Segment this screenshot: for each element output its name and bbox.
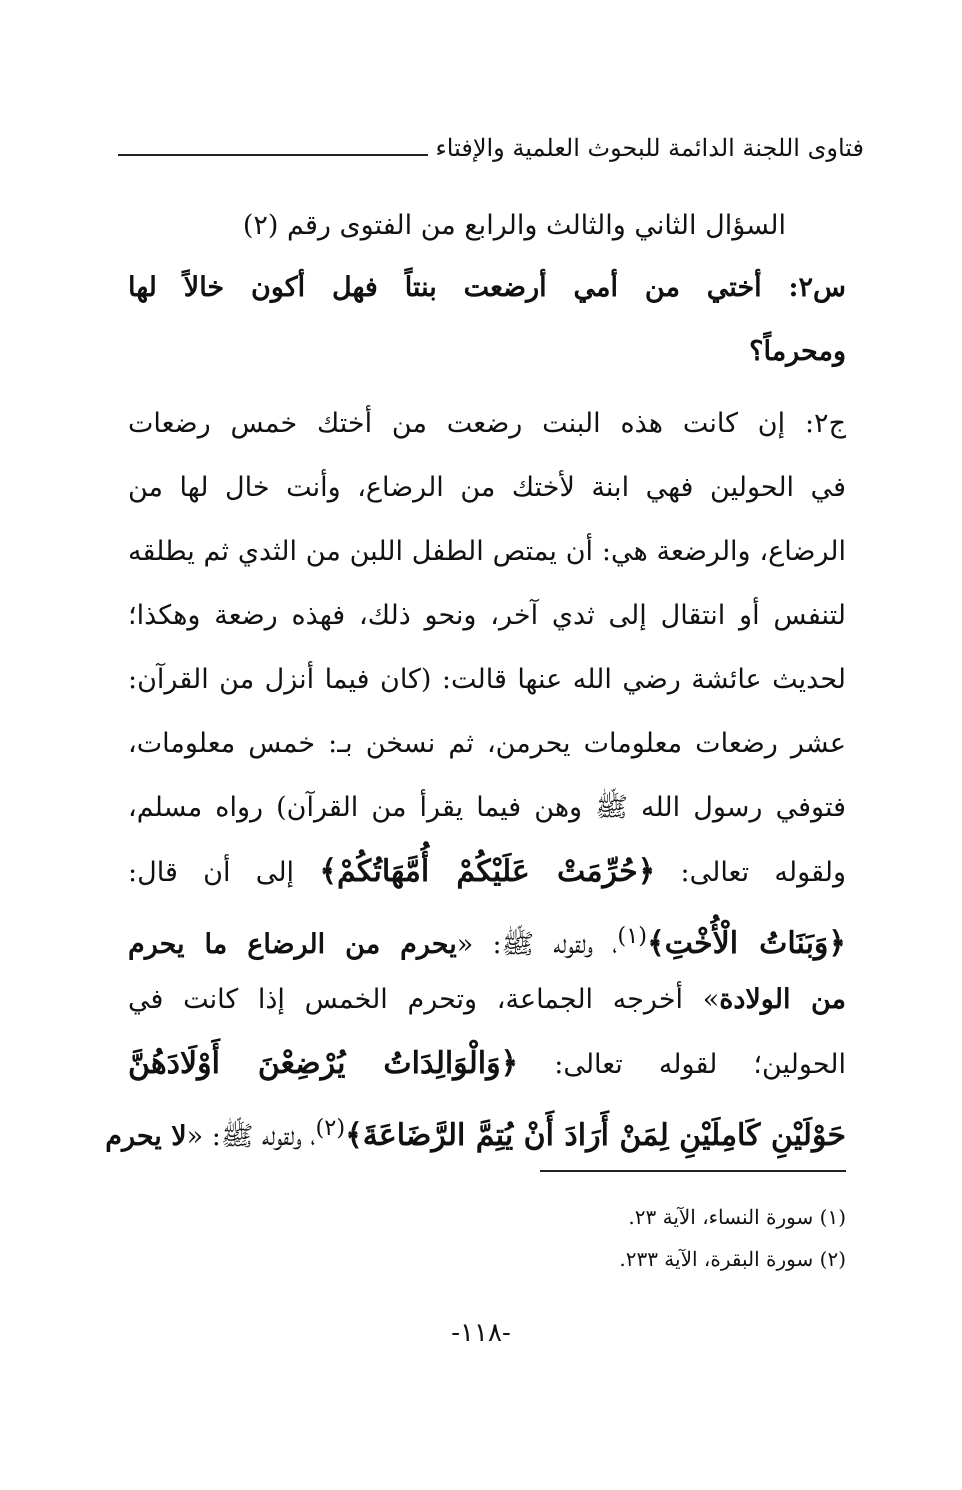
answer-line: لحديث عائشة رضي الله عنها قالت: (كان فيما أنزل من القرآن: bbox=[128, 664, 846, 695]
page-number: -١١٨- bbox=[451, 1318, 511, 1348]
question-line: ومحرماً؟ bbox=[749, 336, 846, 367]
text-span: ، ولقوله ﷺ: « bbox=[456, 929, 618, 960]
answer-line: فتوفي رسول الله ﷺ وهن فيما يقرأ من القرآن) رواه مسلم، bbox=[128, 792, 846, 823]
question-line: س٢: أختي من أمي أرضعت بنتاً فهل أكون خالاً لها bbox=[128, 272, 846, 303]
hadith-text: يحرم من الرضاع ما يحرم bbox=[128, 929, 457, 960]
footnote-ref: (٢) bbox=[315, 1115, 346, 1141]
text-span: ولقوله تعالى: bbox=[655, 857, 846, 888]
hadith-text: لا يحرم bbox=[105, 1121, 187, 1152]
text-span: الحولين؛ لقوله تعالى: bbox=[518, 1049, 846, 1080]
quran-verse: ﴿وَبَنَاتُ الْأُخْتِ﴾ bbox=[647, 926, 847, 961]
hadith-text: من الولادة bbox=[719, 984, 846, 1015]
footnote-item: (٢) سورة البقرة، الآية ٢٣٣. bbox=[619, 1247, 846, 1271]
hadith-line bbox=[128, 968, 846, 1032]
main-text bbox=[105, 196, 847, 1160]
footnote-ref: (١) bbox=[617, 923, 648, 949]
quran-citation-line bbox=[128, 840, 846, 904]
answer-line: عشر رضعات معلومات يحرمن، ثم نسخن بـ: خمس معلومات، bbox=[128, 728, 846, 759]
text-span: ، ولقوله ﷺ: « bbox=[186, 1121, 316, 1152]
quran-verse: ﴿وَالْوَالِدَاتُ يُرْضِعْنَ أَوْلَادَهُنَّ bbox=[128, 1046, 519, 1081]
running-header bbox=[118, 128, 864, 168]
quran-verse: حَوْلَيْنِ كَامِلَيْنِ لِمَنْ أَرَادَ أَنْ يُتِمَّ الرَّضَاعَةَ﴾ bbox=[345, 1118, 846, 1153]
section-title: السؤال الثاني والثالث والرابع من الفتوى رقم (٢) bbox=[242, 210, 786, 241]
text-span: » أخرجه الجماعة، وتحرم الخمس إذا كانت في bbox=[128, 984, 720, 1015]
answer-line: لتنفس أو انتقال إلى ثدي آخر، ونحو ذلك، فهذه رضعة وهكذا؛ bbox=[128, 600, 846, 631]
footnote-item: (١) سورة النساء، الآية ٢٣. bbox=[628, 1205, 846, 1229]
hadith-line bbox=[128, 904, 846, 968]
answer-line: الرضاع، والرضعة هي: أن يمتص الطفل اللبن من الثدي ثم يطلقه bbox=[128, 536, 846, 567]
answer-line: في الحولين فهي ابنة لأختك من الرضاع، وأنت خال لها من bbox=[128, 472, 846, 503]
header-rule bbox=[118, 154, 434, 156]
text-span: إلى أن قال: bbox=[128, 857, 320, 888]
quran-citation-line bbox=[105, 1096, 846, 1160]
answer-line: ج٢: إن كانت هذه البنت رضعت من أختك خمس رضعات bbox=[128, 408, 846, 439]
quran-citation-line bbox=[128, 1032, 846, 1096]
quran-verse: ﴿حُرِّمَتْ عَلَيْكُمْ أُمَّهَاتُكُمْ﴾ bbox=[319, 854, 656, 889]
header-title: فتاوى اللجنة الدائمة للبحوث العلمية والإفتاء bbox=[428, 128, 864, 168]
footnotes bbox=[619, 1196, 846, 1280]
footnote-rule bbox=[540, 1170, 846, 1172]
